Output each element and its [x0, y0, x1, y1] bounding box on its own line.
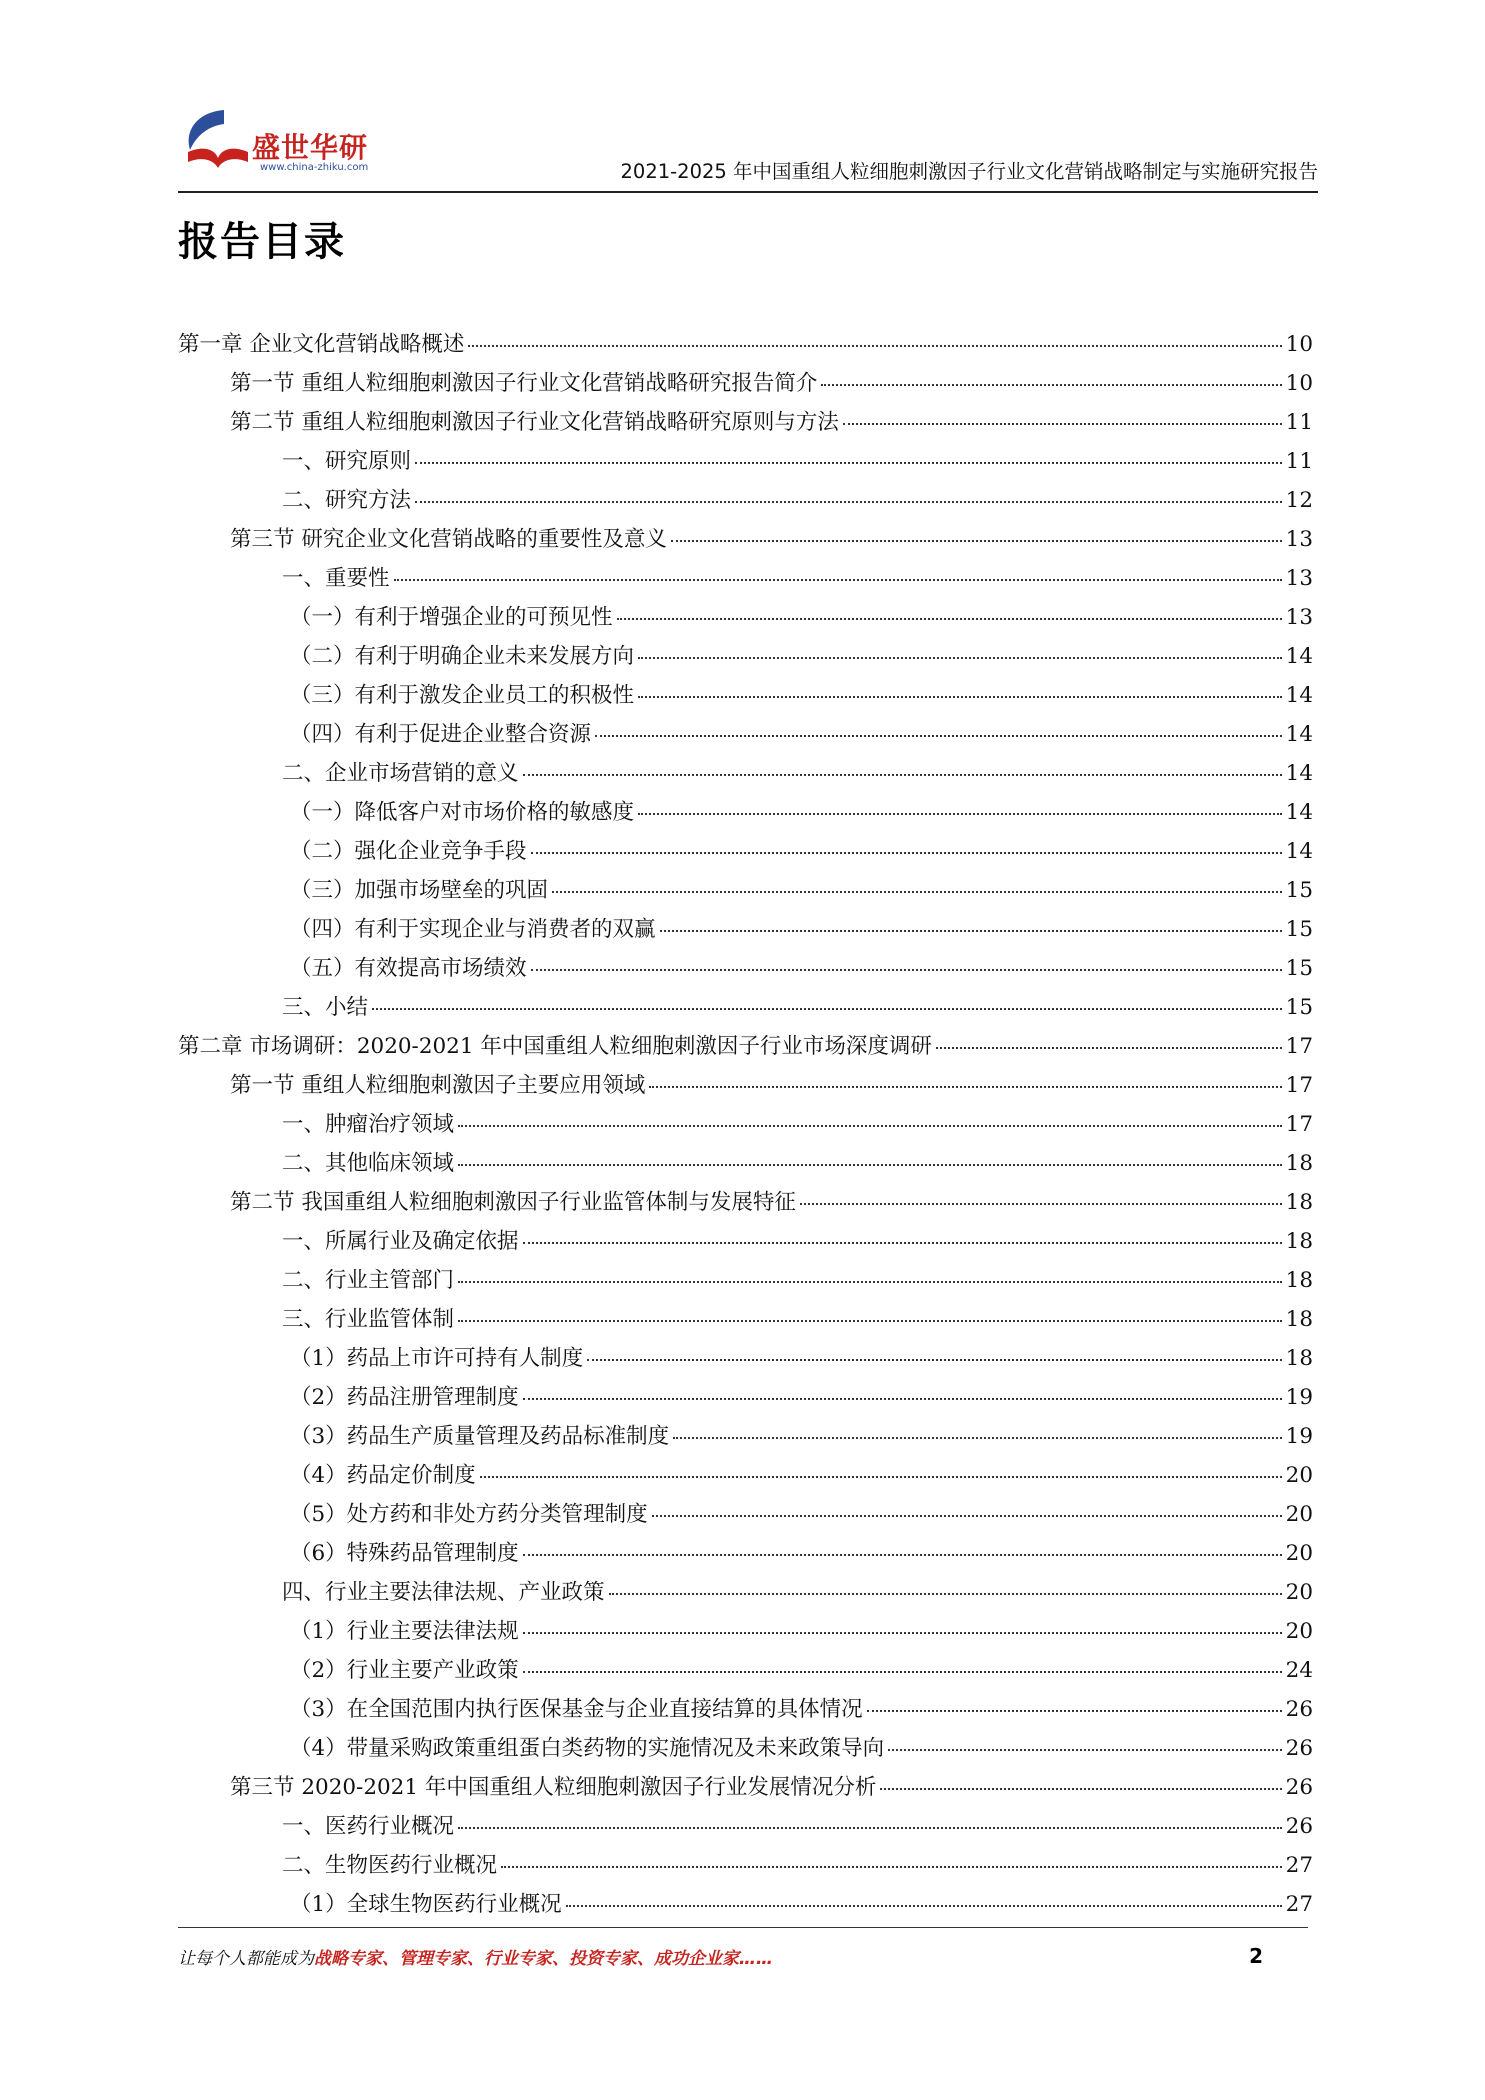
toc-entry-page: 19: [1285, 1424, 1313, 1449]
toc-entry-page: 14: [1285, 683, 1313, 708]
toc-entry[interactable]: [178, 1029, 1313, 1068]
toc-leader-dots: [523, 1632, 1282, 1634]
toc-entry-title: （4）带量采购政策重组蛋白类药物的实施情况及未来政策导向: [290, 1736, 885, 1761]
toc-entry-page: 18: [1285, 1346, 1313, 1371]
toc-entry[interactable]: [178, 1809, 1313, 1848]
toc-entry-title: 第一节 重组人粒细胞刺激因子行业文化营销战略研究报告简介: [230, 371, 818, 396]
toc-entry-page: 26: [1285, 1775, 1313, 1800]
toc-entry-title: 二、生物医药行业概况: [282, 1853, 498, 1878]
toc-entry-page: 17: [1285, 1112, 1313, 1137]
toc-entry-page: 26: [1285, 1736, 1313, 1761]
toc-entry-page: 10: [1285, 371, 1313, 396]
toc-entry-title: （一）有利于增强企业的可预见性: [290, 605, 613, 630]
toc-leader-dots: [649, 1086, 1281, 1088]
toc-entry[interactable]: [178, 1614, 1313, 1653]
toc-entry[interactable]: [178, 561, 1313, 600]
toc-leader-dots: [638, 657, 1282, 659]
toc-entry-title: 四、行业主要法律法规、产业政策: [282, 1580, 605, 1605]
toc-entry[interactable]: [178, 756, 1313, 795]
toc-entry-title: （二）有利于明确企业未来发展方向: [290, 644, 635, 669]
toc-entry[interactable]: [178, 1458, 1313, 1497]
toc-entry-title: 二、研究方法: [282, 488, 412, 513]
report-title: 2021-2025 年中国重组人粒细胞刺激因子行业文化营销战略制定与实施研究报告: [620, 160, 1318, 183]
toc-entry[interactable]: [178, 483, 1313, 522]
toc-leader-dots: [566, 1905, 1282, 1907]
toc-entry-title: （6）特殊药品管理制度: [290, 1541, 519, 1566]
toc-leader-dots: [843, 423, 1282, 425]
toc-leader-dots: [936, 1047, 1282, 1049]
toc-entry[interactable]: [178, 522, 1313, 561]
toc-leader-dots: [673, 1437, 1281, 1439]
footer-divider: [178, 1927, 1308, 1928]
toc-entry[interactable]: [178, 1341, 1313, 1380]
toc-entry-page: 24: [1285, 1658, 1313, 1683]
toc-entry-title: 二、其他临床领域: [282, 1151, 455, 1176]
toc-entry-page: 27: [1285, 1892, 1313, 1917]
toc-leader-dots: [480, 1476, 1282, 1478]
toc-leader-dots: [552, 891, 1282, 893]
brand-logo: [178, 100, 388, 186]
toc-entry-page: 14: [1285, 800, 1313, 825]
toc-entry[interactable]: [178, 1653, 1313, 1692]
toc-entry-title: 二、企业市场营销的意义: [282, 761, 519, 786]
toc-entry[interactable]: [178, 1692, 1313, 1731]
toc-entry-page: 13: [1285, 566, 1313, 591]
toc-leader-dots: [638, 696, 1282, 698]
toc-entry-page: 17: [1285, 1034, 1313, 1059]
toc-entry-title: 一、医药行业概况: [282, 1814, 455, 1839]
toc-entry-page: 15: [1285, 878, 1313, 903]
toc-leader-dots: [523, 1398, 1282, 1400]
toc-entry-title: 二、行业主管部门: [282, 1268, 455, 1293]
toc-entry-page: 12: [1285, 488, 1313, 513]
toc-leader-dots: [800, 1203, 1282, 1205]
brand-url: www.china-zhiku.com: [260, 162, 369, 173]
toc-entry[interactable]: [178, 912, 1313, 951]
toc-entry[interactable]: [178, 1185, 1313, 1224]
toc-entry[interactable]: [178, 1224, 1313, 1263]
toc-entry-title: （1）全球生物医药行业概况: [290, 1892, 562, 1917]
toc-leader-dots: [609, 1593, 1282, 1595]
toc-entry[interactable]: [178, 990, 1313, 1029]
toc-entry-title: （三）加强市场壁垒的巩固: [290, 878, 549, 903]
toc-entry-page: 15: [1285, 956, 1313, 981]
toc-leader-dots: [501, 1866, 1282, 1868]
toc-leader-dots: [652, 1515, 1282, 1517]
toc-entry-page: 18: [1285, 1151, 1313, 1176]
toc-entry-page: 14: [1285, 761, 1313, 786]
toc-entry-page: 20: [1285, 1463, 1313, 1488]
toc-entry[interactable]: [178, 1419, 1313, 1458]
toc-entry[interactable]: [178, 1068, 1313, 1107]
toc-entry[interactable]: [178, 639, 1313, 678]
toc-entry-title: 三、行业监管体制: [282, 1307, 455, 1332]
toc-leader-dots: [458, 1320, 1282, 1322]
toc-entry-page: 10: [1285, 332, 1313, 357]
toc-entry[interactable]: [178, 1263, 1313, 1302]
page-title: 报告目录: [178, 219, 346, 265]
toc-leader-dots: [458, 1164, 1282, 1166]
logo-mark-icon: [178, 106, 258, 176]
toc-leader-dots: [415, 501, 1282, 503]
toc-entry[interactable]: [178, 600, 1313, 639]
toc-entry-page: 13: [1285, 527, 1313, 552]
toc-entry[interactable]: [178, 1731, 1313, 1770]
toc-entry-title: 第三节 2020-2021 年中国重组人粒细胞刺激因子行业发展情况分析: [230, 1775, 877, 1800]
toc-entry-title: （3）在全国范围内执行医保基金与企业直接结算的具体情况: [290, 1697, 863, 1722]
toc-entry-page: 26: [1285, 1697, 1313, 1722]
toc-entry[interactable]: [178, 678, 1313, 717]
toc-leader-dots: [458, 1827, 1282, 1829]
toc-entry-title: （2）药品注册管理制度: [290, 1385, 519, 1410]
toc-entry-page: 19: [1285, 1385, 1313, 1410]
toc-entry-title: （四）有利于实现企业与消费者的双赢: [290, 917, 656, 942]
toc-entry[interactable]: [178, 1770, 1313, 1809]
toc-entry-page: 18: [1285, 1307, 1313, 1332]
toc-entry-title: （4）药品定价制度: [290, 1463, 476, 1488]
toc-entry[interactable]: [178, 1380, 1313, 1419]
toc-entry-page: 11: [1285, 410, 1313, 435]
toc-leader-dots: [821, 384, 1281, 386]
toc-entry[interactable]: [178, 951, 1313, 990]
toc-entry-title: 一、重要性: [282, 566, 390, 591]
toc-entry-page: 15: [1285, 995, 1313, 1020]
toc-entry[interactable]: [178, 1575, 1313, 1614]
toc-leader-dots: [523, 1554, 1282, 1556]
toc-leader-dots: [638, 813, 1282, 815]
toc-entry[interactable]: [178, 1848, 1313, 1887]
toc-entry-title: （1）药品上市许可持有人制度: [290, 1346, 584, 1371]
toc-leader-dots: [531, 852, 1282, 854]
toc-leader-dots: [880, 1788, 1281, 1790]
toc-entry-page: 17: [1285, 1073, 1313, 1098]
toc-entry-page: 20: [1285, 1619, 1313, 1644]
toc-entry-page: 13: [1285, 605, 1313, 630]
toc-entry-page: 20: [1285, 1580, 1313, 1605]
toc-entry-title: （2）行业主要产业政策: [290, 1658, 519, 1683]
toc-entry-page: 18: [1285, 1190, 1313, 1215]
toc-entry-title: 第二节 重组人粒细胞刺激因子行业文化营销战略研究原则与方法: [230, 410, 839, 435]
toc-entry-title: （1）行业主要法律法规: [290, 1619, 519, 1644]
toc-entry-title: （四）有利于促进企业整合资源: [290, 722, 592, 747]
toc-leader-dots: [587, 1359, 1281, 1361]
toc-leader-dots: [531, 969, 1282, 971]
toc-entry[interactable]: [178, 405, 1313, 444]
toc-entry-page: 14: [1285, 839, 1313, 864]
toc-leader-dots: [523, 774, 1282, 776]
toc-entry-title: （五）有效提高市场绩效: [290, 956, 527, 981]
toc-entry-title: （三）有利于激发企业员工的积极性: [290, 683, 635, 708]
toc-entry-page: 20: [1285, 1541, 1313, 1566]
header-divider: [178, 191, 1318, 193]
toc-entry-page: 14: [1285, 644, 1313, 669]
toc-entry[interactable]: [178, 327, 1313, 366]
toc-entry[interactable]: [178, 366, 1313, 405]
toc-leader-dots: [415, 462, 1282, 464]
page-footer: [178, 1944, 1263, 1974]
toc-leader-dots: [458, 1281, 1282, 1283]
toc-leader-dots: [888, 1749, 1281, 1751]
toc-entry-page: 18: [1285, 1268, 1313, 1293]
toc-entry[interactable]: [178, 444, 1313, 483]
toc-entry[interactable]: [178, 1887, 1313, 1926]
toc-entry-title: 第二节 我国重组人粒细胞刺激因子行业监管体制与发展特征: [230, 1190, 796, 1215]
toc-entry-title: 一、肿瘤治疗领域: [282, 1112, 455, 1137]
toc-leader-dots: [394, 579, 1282, 581]
toc-entry[interactable]: [178, 873, 1313, 912]
page-number: 2: [1249, 1944, 1263, 1968]
toc-entry[interactable]: [178, 1497, 1313, 1536]
toc-entry-title: 一、所属行业及确定依据: [282, 1229, 519, 1254]
toc-entry[interactable]: [178, 1302, 1313, 1341]
toc-entry-page: 26: [1285, 1814, 1313, 1839]
toc-entry[interactable]: [178, 1107, 1313, 1146]
footer-slogan-lead: 让每个人都能成为: [178, 1949, 314, 1969]
toc-entry-page: 27: [1285, 1853, 1313, 1878]
toc-entry[interactable]: [178, 1536, 1313, 1575]
toc-leader-dots: [523, 1671, 1282, 1673]
toc-leader-dots: [617, 618, 1282, 620]
toc-leader-dots: [458, 1125, 1282, 1127]
toc-entry[interactable]: [178, 717, 1313, 756]
toc-leader-dots: [372, 1008, 1282, 1010]
brand-name: 盛世华研: [252, 131, 369, 164]
toc-entry-page: 18: [1285, 1229, 1313, 1254]
toc-entry-title: 第二章 市场调研：2020-2021 年中国重组人粒细胞刺激因子行业市场深度调研: [178, 1034, 932, 1059]
toc-entry[interactable]: [178, 1146, 1313, 1185]
table-of-contents: [178, 327, 1313, 1926]
toc-entry-title: 第一节 重组人粒细胞刺激因子主要应用领域: [230, 1073, 646, 1098]
toc-entry-page: 11: [1285, 449, 1313, 474]
toc-leader-dots: [867, 1710, 1282, 1712]
footer-slogan-roles: 战略专家、管理专家、行业专家、投资专家、成功企业家……: [314, 1949, 773, 1969]
toc-entry-title: （二）强化企业竞争手段: [290, 839, 527, 864]
toc-entry[interactable]: [178, 834, 1313, 873]
toc-entry-title: （3）药品生产质量管理及药品标准制度: [290, 1424, 670, 1449]
toc-leader-dots: [523, 1242, 1282, 1244]
toc-entry-title: 第三节 研究企业文化营销战略的重要性及意义: [230, 527, 667, 552]
toc-leader-dots: [595, 735, 1282, 737]
toc-entry-page: 15: [1285, 917, 1313, 942]
toc-entry-title: 三、小结: [282, 995, 369, 1020]
toc-entry-title: 一、研究原则: [282, 449, 412, 474]
toc-leader-dots: [468, 345, 1281, 347]
toc-entry[interactable]: [178, 795, 1313, 834]
toc-entry-title: （5）处方药和非处方药分类管理制度: [290, 1502, 648, 1527]
toc-entry-title: （一）降低客户对市场价格的敏感度: [290, 800, 635, 825]
page-header: [178, 100, 1318, 186]
toc-leader-dots: [671, 540, 1282, 542]
toc-entry-title: 第一章 企业文化营销战略概述: [178, 332, 465, 357]
toc-entry-page: 20: [1285, 1502, 1313, 1527]
toc-leader-dots: [660, 930, 1282, 932]
toc-entry-page: 14: [1285, 722, 1313, 747]
